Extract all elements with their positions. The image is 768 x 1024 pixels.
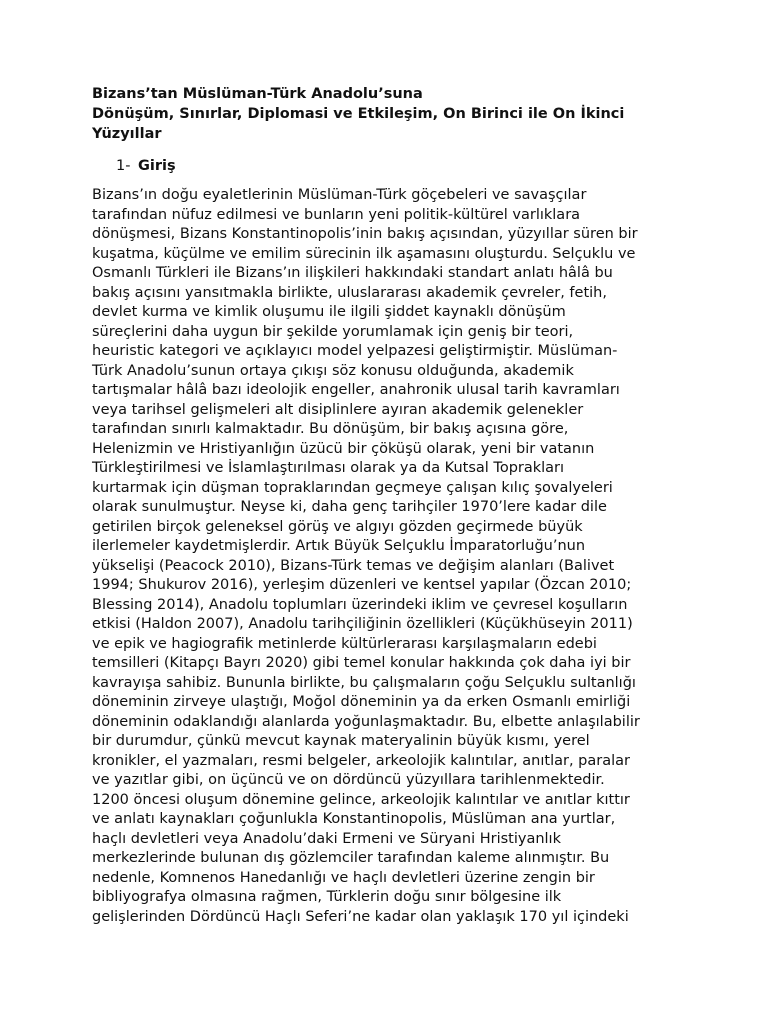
section-label: Giriş bbox=[138, 158, 176, 174]
body-line: veya tarihsel gelişmeleri alt disiplinlere ayıran akademik gelenekler bbox=[92, 401, 584, 418]
body-line: 1200 öncesi oluşum dönemine gelince, arkeolojik kalıntılar ve anıtlar kıttır bbox=[92, 791, 630, 808]
body-line: Türkleştirilmesi ve İslamlaştırılması olarak ya da Kutsal Toprakları bbox=[92, 460, 565, 476]
body-line: heuristic kategori ve açıklayıcı model yelpazesi geliştirmiştir. Müslüman- bbox=[92, 343, 618, 359]
title-line: Bizans’tan Müslüman-Türk Anadolu’suna bbox=[92, 86, 423, 102]
body-line: ilerlemeler kaydetmişlerdir. Artık Büyük Selçuklu İmparatorluğu’nun bbox=[92, 538, 586, 554]
body-line: haçlı devletleri veya Anadolu’daki Ermeni ve Süryani Hristiyanlık bbox=[92, 830, 561, 847]
body-line: kuşatma, küçülme ve emilim sürecinin ilk aşamasını oluşturdu. Selçuklu ve bbox=[92, 245, 636, 262]
body-line: döneminin odaklandığı alanlarda yoğunlaşmaktadır. Bu, elbette anlaşılabilir bbox=[92, 713, 640, 730]
title-line: Dönüşüm, Sınırlar, Diplomasi ve Etkileşim, On Birinci ile On İkinci bbox=[92, 106, 625, 122]
body-line: nedenle, Komnenos Hanedanlığı ve haçlı devletleri üzerine zengin bir bbox=[92, 869, 595, 886]
body-line: devlet kurma ve kimlik oluşumu ile ilgili şiddet kaynaklı dönüşüm bbox=[92, 304, 566, 320]
title-line: Yüzyıllar bbox=[92, 126, 162, 142]
body-line: tarafından sınırlı kalmaktadır. Bu dönüşüm, bir bakış açısına göre, bbox=[92, 421, 569, 437]
body-line: bibliyografya olmasına rağmen, Türklerin doğu sınır bölgesine ilk bbox=[92, 889, 562, 905]
body-line: yükselişi (Peacock 2010), Bizans-Türk temas ve değişim alanları (Balivet bbox=[92, 557, 615, 574]
body-line: bakış açısını yansıtmakla birlikte, uluslararası akademik çevreler, fetih, bbox=[92, 284, 607, 301]
section-heading bbox=[116, 156, 682, 176]
body-line: süreçlerini daha uygun bir şekilde yorumlamak için geniş bir teori, bbox=[92, 323, 574, 340]
body-line: ve anlatı kaynakları çoğunlukla Konstantinopolis, Müslüman ana yurtlar, bbox=[92, 811, 616, 827]
document-title bbox=[92, 84, 682, 144]
body-line: tarafından nüfuz edilmesi ve bunların yeni politik-kültürel varlıklara bbox=[92, 206, 581, 223]
body-line: döneminin zirveye ulaştığı, Moğol döneminin ya da erken Osmanlı emirliği bbox=[92, 694, 631, 710]
body-line: bir durumdur, çünkü mevcut kaynak materyalinin büyük kısmı, yerel bbox=[92, 733, 590, 749]
body-line: getirilen birçok geleneksel görüş ve algıyı gözden geçirmede büyük bbox=[92, 518, 583, 535]
body-line: temsilleri (Kitapçı Bayrı 2020) gibi temel konular hakkında çok daha iyi bir bbox=[92, 655, 631, 671]
body-paragraph bbox=[92, 186, 682, 927]
body-line: merkezlerinde bulunan dış gözlemciler tarafından kaleme alınmıştır. Bu bbox=[92, 850, 610, 866]
body-line: Osmanlı Türkleri ile Bizans’ın ilişkileri hakkındaki standart anlatı hâlâ bu bbox=[92, 265, 613, 281]
body-line: ve yazıtlar gibi, on üçüncü ve on dördüncü yüzyıllara tarihlenmektedir. bbox=[92, 772, 605, 788]
body-line: Helenizmin ve Hristiyanlığın üzücü bir çöküşü olarak, yeni bir vatanın bbox=[92, 440, 595, 457]
body-line: Türk Anadolu’sunun ortaya çıkışı söz konusu olduğunda, akademik bbox=[92, 362, 574, 379]
body-line: etkisi (Haldon 2007), Anadolu tarihçiliğinin özellikleri (Küçükhüseyin 2011) bbox=[92, 616, 633, 632]
body-line: kavrayışa sahibiz. Bununla birlikte, bu çalışmaların çoğu Selçuklu sultanlığı bbox=[92, 674, 636, 691]
body-line: gelişlerinden Dördüncü Haçlı Seferi’ne kadar olan yaklaşık 170 yıl içindeki bbox=[92, 908, 629, 925]
body-line: Bizans’ın doğu eyaletlerinin Müslüman-Türk göçebeleri ve savaşçılar bbox=[92, 187, 587, 203]
body-line: tartışmalar hâlâ bazı ideolojik engeller, anahronik ulusal tarih kavramları bbox=[92, 382, 620, 398]
body-line: kronikler, el yazmaları, resmi belgeler, arkeolojik kalıntılar, anıtlar, paralar bbox=[92, 752, 630, 769]
body-line: ve epik ve hagiografik metinlerde kültürlerarası karşılaşmaların edebi bbox=[92, 635, 597, 652]
body-line: Blessing 2014), Anadolu toplumları üzerindeki iklim ve çevresel koşulların bbox=[92, 596, 628, 613]
body-line: 1994; Shukurov 2016), yerleşim düzenleri ve kentsel yapılar (Özcan 2010; bbox=[92, 577, 632, 593]
document-page bbox=[92, 84, 682, 927]
body-line: dönüşmesi, Bizans Konstantinopolis’inin bakış açısından, yüzyıllar süren bir bbox=[92, 226, 638, 242]
body-line: olarak sunulmuştur. Neyse ki, daha genç tarihçiler 1970’lere kadar dile bbox=[92, 499, 607, 515]
body-line: kurtarmak için düşman topraklarından geçmeye çalışan kılıç şovalyeleri bbox=[92, 479, 613, 496]
section-number: 1- bbox=[116, 158, 131, 174]
